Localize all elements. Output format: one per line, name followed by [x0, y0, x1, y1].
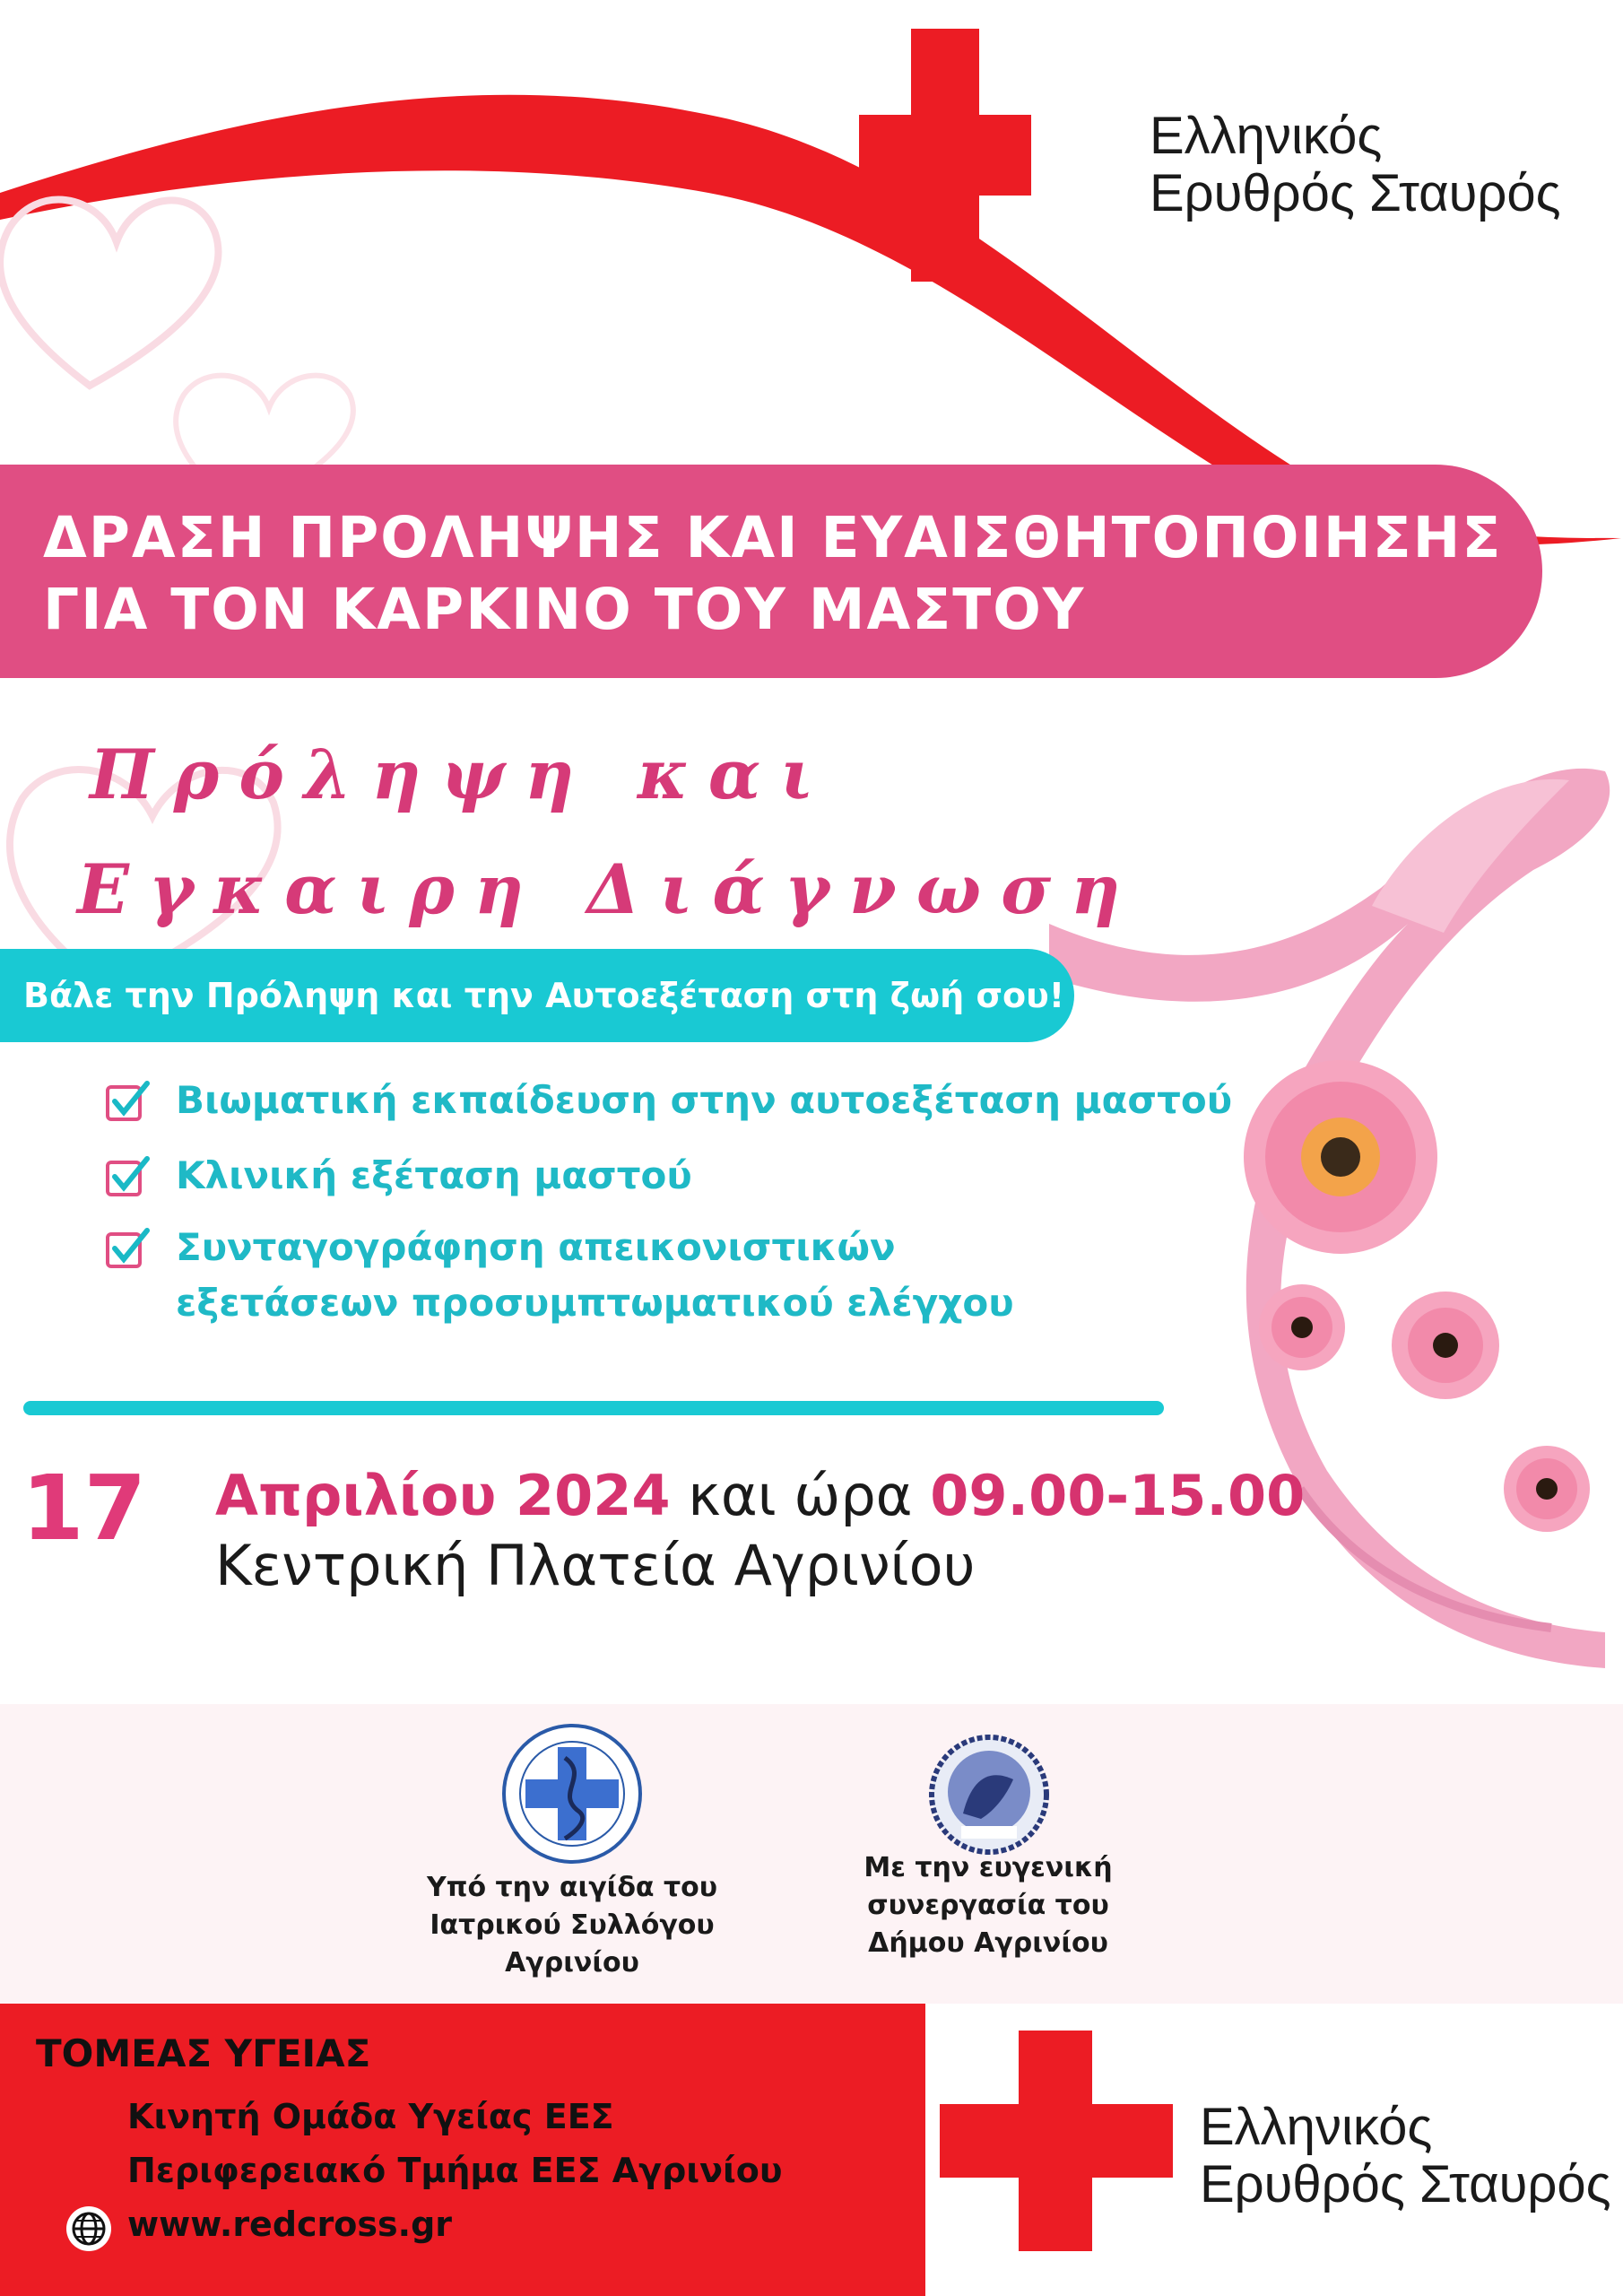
footer-unit-1: Κινητή Ομάδα Υγείας ΕΕΣ: [127, 2097, 614, 2136]
footer-unit-2: Περιφερειακό Τμήμα ΕΕΣ Αγρινίου: [127, 2151, 783, 2190]
service-item-2: [106, 1148, 692, 1204]
event-place: Κεντρική Πλατεία Αγρινίου: [215, 1533, 976, 1598]
section-divider: [23, 1401, 1164, 1415]
red-cross-logo-bottom: [940, 2031, 1173, 2251]
heart-outline-1: [0, 200, 218, 386]
checkbox-icon: [106, 1227, 143, 1265]
red-cross-bar: [940, 2104, 1173, 2178]
event-date-time: [215, 1460, 1305, 1532]
event-day: 17: [22, 1456, 147, 1561]
brand-name-line1: Ελληνικός: [1150, 107, 1383, 165]
municipality-caption: [827, 1849, 1150, 1962]
medical-caption-line3: Αγρινίου: [505, 1947, 639, 1979]
checkbox-icon: [106, 1155, 143, 1193]
brand-name-bottom-line2: Ερυθρός Σταυρός: [1200, 2155, 1611, 2213]
gerbera-flower-large-icon: [1244, 1060, 1437, 1254]
headline-line2: Εγκαιρη Διάγνωση: [77, 849, 1141, 929]
medical-caption-line1: Υπό την αιγίδα του: [427, 1872, 717, 1903]
website-link[interactable]: www.redcross.gr: [127, 2205, 453, 2244]
service-item-3-text-line2: εξετάσεων προσυμπτωματικού ελέγχου: [176, 1281, 1014, 1325]
brand-name-top: [1150, 108, 1561, 222]
service-item-2-text: Κλινική εξέταση μαστού: [176, 1153, 692, 1197]
globe-icon: [66, 2206, 111, 2251]
event-month-year: Απριλίου 2024: [215, 1463, 671, 1528]
service-item-3: [106, 1220, 1014, 1331]
gerbera-flower-small-2-icon: [1392, 1292, 1499, 1399]
brand-name-bottom-line1: Ελληνικός: [1200, 2098, 1433, 2156]
municipality-caption-line2: συνεργασία του: [867, 1890, 1109, 1921]
service-item-1-text: Βιωματική εκπαίδευση στην αυτοεξέταση μαστού: [176, 1078, 1233, 1122]
service-item-1: [106, 1073, 1232, 1128]
gerbera-flower-small-3-icon: [1504, 1446, 1590, 1532]
event-connector: και ώρα: [688, 1463, 913, 1528]
partners-band: [0, 1704, 1623, 2004]
medical-association-caption: [411, 1869, 733, 1982]
gerbera-flower-small-1-icon: [1259, 1284, 1345, 1370]
medical-association-seal-icon: [500, 1722, 644, 1866]
service-item-3-text-line1: Συνταγογράφηση απεικονιστικών: [176, 1225, 896, 1269]
headline: [77, 718, 1141, 947]
red-cross-bar: [859, 115, 1031, 196]
municipality-caption-line3: Δήμου Αγρινίου: [868, 1927, 1108, 1959]
event-hours: 09.00-15.00: [930, 1463, 1306, 1528]
tagline-text: Βάλε την Πρόληψη και την Αυτοεξέταση στη ζωή σου!: [23, 976, 1065, 1015]
headline-line1: Πρόληψη και: [90, 735, 834, 814]
medical-caption-line2: Ιατρικού Συλλόγου: [430, 1909, 715, 1941]
title-banner-text: [43, 502, 1502, 646]
brand-name-line2: Ερυθρός Σταυρός: [1150, 164, 1561, 222]
red-cross-logo-top: [859, 29, 1031, 282]
brand-name-bottom: [1200, 2099, 1611, 2213]
title-line1: ΔΡΑΣΗ ΠΡΟΛΗΨΗΣ ΚΑΙ ΕΥΑΙΣΘΗΤΟΠΟΙΗΣΗΣ: [43, 505, 1503, 570]
municipality-seal-icon: [927, 1733, 1051, 1857]
title-line2: ΓΙΑ ΤΟΝ ΚΑΡΚΙΝΟ ΤΟΥ ΜΑΣΤΟΥ: [43, 577, 1086, 642]
checkbox-icon: [106, 1080, 143, 1118]
footer-sector-title: ΤΟΜΕΑΣ ΥΓΕΙΑΣ: [36, 2031, 371, 2075]
municipality-caption-line1: Με την ευγενική: [864, 1852, 1113, 1883]
